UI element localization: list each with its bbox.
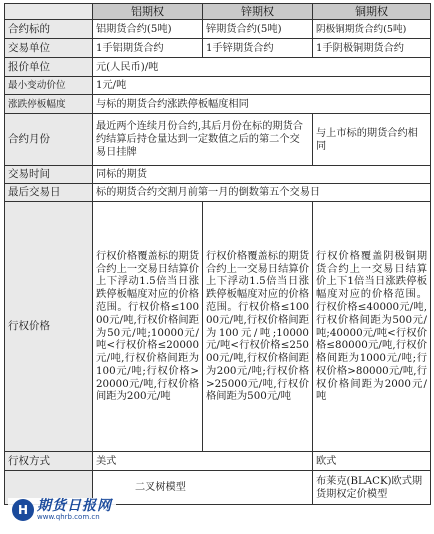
- label-quote-unit: 报价单位: [5, 58, 93, 77]
- cell-alzn-contract-month: 最近两个连续月份合约,其后月份在标的期货合约结算后持仓量达到一定数值之后的第二个交易日挂牌: [93, 114, 313, 166]
- row-contract-month: [5, 114, 431, 166]
- cell-alzn-exercise-style: 美式: [93, 452, 313, 471]
- label-last-trading-day: 最后交易日: [5, 184, 93, 202]
- row-trading-hours: [5, 166, 431, 184]
- label-tick-size: 最小变动价位: [5, 77, 93, 95]
- row-exercise-style: [5, 452, 431, 471]
- header-zinc-option: 锌期权: [203, 4, 313, 20]
- row-tick-size: [5, 77, 431, 95]
- cell-price-limit: 与标的期货合约涨跌停板幅度相同: [93, 95, 431, 114]
- label-contract-month: 合约月份: [5, 114, 93, 166]
- row-contract-underlying: [5, 20, 431, 39]
- cell-cu-exercise-style: 欧式: [313, 452, 431, 471]
- label-contract-underlying: 合约标的: [5, 20, 93, 39]
- cell-al-trading-unit: 1手铝期货合约: [93, 39, 203, 58]
- qhrb-watermark: [8, 498, 116, 522]
- label-strike-price: 行权价格: [5, 202, 93, 452]
- cell-zn-underlying: 锌期货合约(5吨): [203, 20, 313, 39]
- cell-al-strike-price: 行权价格覆盖标的期货合约上一交易日结算价上下浮动1.5倍当日涨跌停板幅度对应的价格范围。行权价格≤10000元/吨,行权价格间距为50元/吨;10000元/吨<行权价格≤20000元/吨,行权价格间距为100元/吨;行权价格>20000元/吨,行权价格间距为200元/吨: [93, 202, 203, 452]
- header-row: [5, 4, 431, 20]
- cell-tick-size: 1元/吨: [93, 77, 431, 95]
- header-corner: [5, 4, 93, 20]
- qhrb-logo-icon: H: [12, 499, 34, 521]
- row-quote-unit: [5, 58, 431, 77]
- row-trading-unit: [5, 39, 431, 58]
- cell-zn-trading-unit: 1手锌期货合约: [203, 39, 313, 58]
- cell-cu-underlying: 阴极铜期货合约(5吨): [313, 20, 431, 39]
- row-price-limit: [5, 95, 431, 114]
- header-copper-option: 铜期权: [313, 4, 431, 20]
- label-trading-hours: 交易时间: [5, 166, 93, 184]
- cell-alzn-pricing-model: 二叉树模型: [93, 471, 313, 505]
- cell-cu-trading-unit: 1手阴极铜期货合约: [313, 39, 431, 58]
- cell-trading-hours: 同标的期货: [93, 166, 431, 184]
- label-trading-unit: 交易单位: [5, 39, 93, 58]
- cell-cu-strike-price: 行权价格覆盖阴极铜期货合约上一交易日结算价上下1倍当日涨跌停板幅度对应的价格范围。行权价格≤40000元/吨,行权价格间距为500元/吨;40000元/吨<行权价格≤80000元/吨,行权价格间距为1000元/吨;行权价格>80000元/吨,行权价格间距为2000元/吨: [313, 202, 431, 452]
- label-price-limit: 涨跌停板幅度: [5, 95, 93, 114]
- qhrb-logo-text: [37, 499, 112, 521]
- label-exercise-style: 行权方式: [5, 452, 93, 471]
- row-last-trading-day: [5, 184, 431, 202]
- qhrb-site-url: www.qhrb.com.cn: [37, 512, 100, 521]
- options-spec-table: [4, 3, 431, 505]
- row-strike-price: [5, 202, 431, 452]
- cell-zn-strike-price: 行权价格覆盖标的期货合约上一交易日结算价上下浮动1.5倍当日涨跌停板幅度对应的价格范围。行权价格≤10000元/吨,行权价格间距为100元/吨;10000元/吨<行权价格≤25000元/吨,行权价格间距为200元/吨;行权价格>25000元/吨,行权价格间距为500元/吨: [203, 202, 313, 452]
- qhrb-site-name: 期货日报网: [37, 498, 112, 514]
- cell-cu-pricing-model: 布莱克(BLACK)欧式期货期权定价模型: [313, 471, 431, 505]
- cell-quote-unit: 元(人民币)/吨: [93, 58, 431, 77]
- cell-last-trading-day: 标的期货合约交割月前第一月的倒数第五个交易日: [93, 184, 431, 202]
- header-aluminum-option: 铝期权: [93, 4, 203, 20]
- cell-cu-contract-month: 与上市标的期货合约相同: [313, 114, 431, 166]
- cell-al-underlying: 铝期货合约(5吨): [93, 20, 203, 39]
